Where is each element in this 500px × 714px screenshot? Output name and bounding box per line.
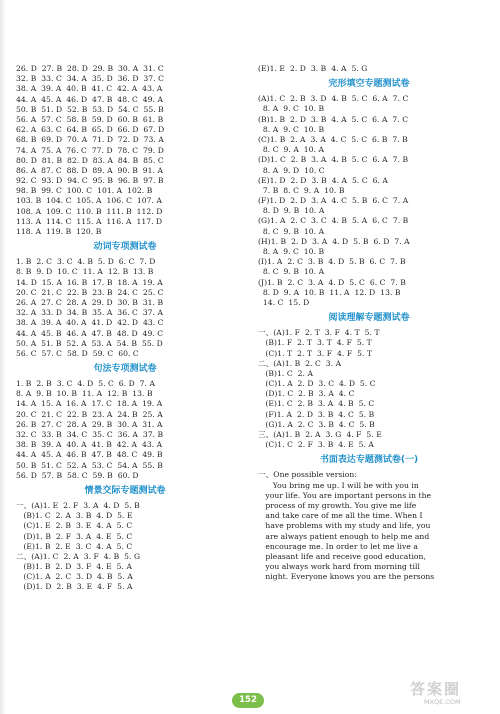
- answer-line: 118. A 119. B 120. B: [16, 227, 102, 236]
- answer-block-reading: [258, 328, 480, 450]
- answer-line: 56. C 57. C 58. D 59. C 60. C: [16, 348, 139, 358]
- essay-line: you always work hard from morning till: [258, 562, 420, 572]
- answer-line: 32. C 33. B 34. C 35. C 36. A 37. B: [16, 430, 164, 439]
- answer-line: 62. A 63. C 64. B 65. D 66. D 67. D: [16, 125, 165, 135]
- answer-line: (I)1. A 2. C 3. B 4. D 5. B 6. C 7. B: [258, 257, 406, 267]
- answer-line: 8. B 9. D 10. C 11. A 12. B 13. B: [16, 267, 154, 277]
- section-title-syntax-test: 句法专项测试卷: [93, 364, 157, 375]
- answer-line: 8. C 9. A 10. A: [258, 145, 325, 155]
- answer-line: 1. B 2. B 3. C 4. D 5. C 6. D 7. A: [16, 379, 156, 389]
- answer-block-verbs: [16, 257, 234, 359]
- answer-line: (B)1. C 2. A 3. B 4. D 5. E: [16, 511, 133, 521]
- answer-line: 74. A 75. A 76. C 77. D 78. C 79. D: [16, 145, 164, 155]
- answer-line: (G)1. A 2. C 3. C 4. B 5. A 6. C 7. B: [258, 216, 409, 226]
- answer-line: 92. C 93. D 94. C 95. B 96. B 97. B: [16, 176, 164, 186]
- answer-line: 103. B 104. C 105. A 106. C 107. A: [16, 196, 162, 206]
- answer-line: 三、(A)1. B 2. A 3. G 4. F 5. E: [258, 430, 382, 439]
- answer-line: 38. A 39. A 40. B 41. C 42. A 43. A: [16, 84, 163, 94]
- answer-line: 一、(A)1. F 2. T 3. F 4. T 5. T: [258, 328, 380, 338]
- answer-line: 20. C 21. C 22. B 23. B 24. C 25. C: [16, 287, 164, 297]
- answer-line: 8. A 9. D 10. C: [258, 165, 325, 175]
- essay-line: process of my growth. You give me life: [258, 500, 417, 510]
- answer-line: (C)1. A 2. C 3. D 4. B 5. A: [16, 572, 133, 582]
- answer-line: 44. A 45. A 46. D 47. B 48. C 49. A: [16, 94, 164, 104]
- essay-line: your life. You are important persons in the: [258, 490, 432, 500]
- answer-line: (C)1. A 2. D 3. C 4. D 5. C: [258, 379, 376, 389]
- answer-line: 44. A 45. B 46. A 47. B 48. D 49. C: [16, 328, 164, 338]
- essay-line: have problems with my study and life, you: [258, 521, 431, 531]
- answer-line: 44. A 45. A 46. B 47. B 48. C 49. B: [16, 450, 163, 460]
- answer-line: 32. B 33. C 34. A 35. D 36. D 37. C: [16, 74, 164, 84]
- answer-line: (B)1. F 2. T 3. T 4. F 5. T: [258, 338, 372, 348]
- answer-block-syntax: [16, 379, 234, 481]
- answer-line: (E)1. D 2. D 3. B 4. A 5. C 6. A: [258, 175, 388, 185]
- answer-line: 68. B 69. D 70. A 71. D 72. D 73. A: [16, 135, 164, 145]
- answer-line: 20. C 21. C 22. B 23. A 24. B 25. A: [16, 409, 163, 419]
- answer-line: (E)1. B 2. E 3. C 4. A 5. C: [16, 541, 133, 551]
- answer-line: 14. A 15. A 16. A 17. C 18. A 19. A: [16, 399, 163, 409]
- essay-line: pleasant life and receive good education,: [258, 551, 426, 561]
- essay-line: You bring me up. I will be with you in: [258, 480, 419, 490]
- watermark-logo: [402, 678, 494, 708]
- answer-line: 8. D 9. A 10. B 11. A 12. D 13. B: [258, 287, 401, 297]
- answer-line: (D)1. C 2. B 3. A 4. C: [258, 389, 355, 399]
- section-title-writing-test: 书面表达专题测试卷(一): [319, 455, 419, 466]
- essay-line: night. Everyone knows you are the persons: [258, 572, 435, 582]
- answer-line: 8. A 9. B 10. B 11. A 12. B 13. B: [16, 389, 153, 399]
- answer-line: 26. D 27. B 28. D 29. B 30. A 31. C: [16, 64, 164, 73]
- answer-line: 8. A 9. C 10. B: [258, 124, 325, 134]
- answer-line: (G)1. A 2. C 3. B 4. C 5. B: [258, 419, 375, 429]
- answer-line: 38. A 39. A 40. A 41. D 42. D 43. C: [16, 318, 164, 328]
- left-column: [16, 64, 234, 593]
- answer-line: 108. A 109. C 110. B 111. B 112. D: [16, 206, 163, 216]
- answer-line: 7. B 8. C 9. A 10. B: [258, 185, 345, 195]
- answer-line: 113. A 114. C 115. A 116. A 117. D: [16, 216, 163, 226]
- answer-line: (A)1. C 2. B 3. D 4. B 5. C 6. A 7. C: [258, 94, 409, 104]
- answer-line: 38. B 39. A 40. A 41. B 42. A 43. A: [16, 440, 163, 450]
- answer-line: (F)1. D 2. D 3. A 4. C 5. B 6. C 7. A: [258, 196, 409, 206]
- answer-line: (D)1. D 2. B 3. E 4. F 5. A: [16, 582, 133, 592]
- answer-line: (E)1. C 2. B 3. A 4. B 5. C: [258, 399, 375, 409]
- answer-line: (D)1. B 2. F 3. A 4. E 5. C: [16, 531, 133, 541]
- watermark-url: MXQE.COM: [424, 698, 461, 706]
- watermark-text: 答案圈: [410, 680, 462, 698]
- answer-line: 56. D 57. B 58. C 59. B 60. D: [16, 470, 139, 480]
- answer-line: (C)1. B 2. A 3. A 4. C 5. C 6. B 7. B: [258, 134, 408, 144]
- answer-line: (H)1. B 2. D 3. A 4. D 5. B 6. D 7. A: [258, 236, 410, 246]
- answer-line: 26. A 27. C 28. A 29. D 30. B 31. B: [16, 297, 164, 307]
- essay-line: encourage me. In order to let me live a: [258, 541, 418, 551]
- section-title-cloze-test: 完形填空专题测试卷: [328, 79, 410, 90]
- answer-line: (B)1. B 2. D 3. B 4. A 5. C 6. A 7. C: [258, 114, 409, 124]
- right-column: [258, 64, 480, 582]
- answer-line: 50. A 51. B 52. A 53. A 54. B 55. D: [16, 338, 163, 348]
- answer-line: (F)1. A 2. D 3. B 4. C 5. B: [258, 409, 375, 419]
- answer-block-situational-dialogue: [16, 501, 234, 593]
- answer-line: 8. D 9. B 10. A: [258, 206, 325, 216]
- answer-line: (C)1. T 2. T 3. F 4. F 5. T: [258, 348, 373, 358]
- answer-line: 50. B 51. D 52. B 53. D 54. C 55. B: [16, 104, 164, 114]
- section-title-verb-test: 动词专项测试卷: [93, 242, 157, 253]
- answer-line: 1. B 2. C 3. C 4. B 5. D 6. C 7. D: [16, 257, 156, 267]
- answer-line: (D)1. C 2. B 3. A 4. B 5. C 6. A 7. B: [258, 155, 409, 165]
- answer-line: 26. B 27. C 28. A 29. B 30. A 31. A: [16, 419, 163, 429]
- answer-line: 8. A 9. C 10. B: [258, 247, 325, 256]
- answer-line: 二、(A)1. B 2. C 3. A: [258, 358, 342, 368]
- section-title-situational-dialogue-test: 情景交际专题测试卷: [84, 485, 166, 496]
- page-number: 152: [232, 693, 264, 708]
- answer-line: 14. C 15. D: [258, 297, 310, 307]
- answer-line: (J)1. B 2. C 3. A 4. D 5. C 6. C 7. B: [258, 277, 406, 287]
- section-title-reading-test: 阅读理解专题测试卷: [328, 313, 410, 324]
- sample-essay: [258, 470, 480, 582]
- essay-line: and take care of me all the time. When I: [258, 511, 423, 521]
- answer-line: 98. B 99. C 100. C 101. A 102. B: [16, 186, 153, 196]
- answer-line: 56. A 57. C 58. B 59. D 60. B 61. B: [16, 114, 164, 124]
- answer-line: (B)1. B 2. D 3. F 4. E 5. A: [16, 562, 133, 572]
- answer-block-continued: [16, 64, 234, 237]
- answer-block-cloze: [258, 94, 480, 308]
- answer-line-top: (E)1. E 2. D 3. B 4. A 5. G: [258, 64, 368, 73]
- answer-line: 50. B 51. C 52. A 53. C 54. A 55. B: [16, 460, 163, 470]
- answer-line: 86. A 87. C 88. D 89. A 90. B 91. A: [16, 165, 164, 175]
- answer-line: 80. D 81. B 82. D 83. A 84. B 85. C: [16, 155, 164, 165]
- answer-line: 二、(A)1. C 2. A 3. F 4. B 5. G: [16, 551, 141, 561]
- answer-line: 一、(A)1. E 2. F 3. A 4. D 5. B: [16, 500, 140, 510]
- answer-line: 8. C 9. B 10. A: [258, 226, 325, 236]
- answer-line: 14. D 15. A 16. B 17. B 18. A 19. A: [16, 277, 163, 287]
- answer-line: 32. A 33. D 34. B 35. A 36. C 37. A: [16, 308, 164, 318]
- answer-line: (B)1. C 2. A: [258, 368, 313, 378]
- answer-line: 8. C 9. B 10. A: [258, 267, 325, 277]
- answer-line: (C)1. C 2. F 3. B 4. E 5. A: [258, 440, 374, 450]
- essay-line: are always patient enough to help me and: [258, 531, 430, 541]
- answer-line: 8. A 9. C 10. B: [258, 104, 325, 114]
- page-spine-shadow: [0, 0, 6, 714]
- essay-line: 一、One possible version:: [258, 470, 357, 480]
- answer-line: (C)1. E 2. B 3. E 4. A 5. C: [16, 521, 133, 531]
